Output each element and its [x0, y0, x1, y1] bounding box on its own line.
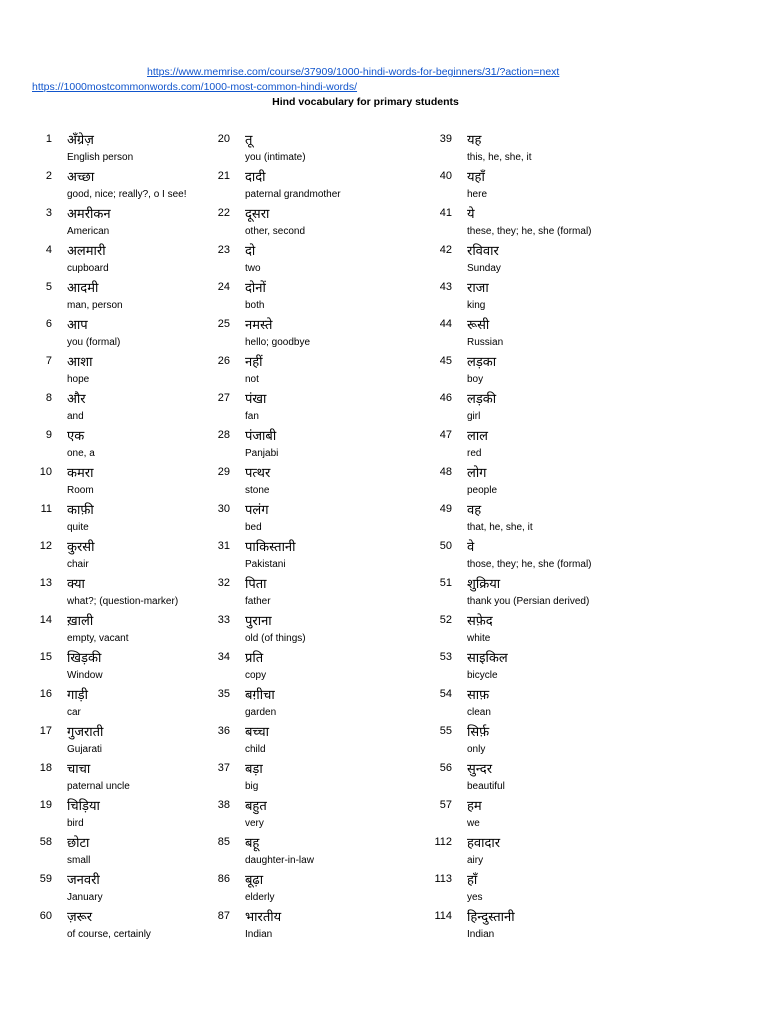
hindi-word: लाल — [467, 429, 488, 444]
vocab-entry — [430, 352, 730, 389]
hindi-word: और — [67, 392, 86, 407]
hindi-word: सुन्दर — [467, 762, 493, 777]
entry-number: 18 — [39, 762, 52, 774]
entry-number: 54 — [439, 688, 452, 700]
english-meaning: English person — [67, 152, 134, 163]
hindi-word: रविवार — [467, 244, 499, 259]
english-meaning: Window — [67, 670, 103, 681]
english-meaning: paternal grandmother — [245, 189, 341, 200]
hindi-word: तू — [245, 133, 253, 148]
hindi-word: क्या — [67, 577, 85, 592]
hindi-word: काफ़ी — [67, 503, 94, 518]
hindi-word: दादी — [245, 170, 266, 185]
entry-number: 14 — [39, 614, 52, 626]
english-meaning: chair — [67, 559, 89, 570]
entry-number: 28 — [217, 429, 230, 441]
entry-number: 47 — [439, 429, 452, 441]
hindi-word: वह — [467, 503, 482, 518]
english-meaning: man, person — [67, 300, 123, 311]
entry-number: 32 — [217, 577, 230, 589]
english-meaning: copy — [245, 670, 267, 681]
english-meaning: only — [467, 744, 486, 755]
hindi-word: प्रति — [245, 651, 264, 666]
hindi-word: दूसरा — [245, 207, 270, 222]
memrise-link[interactable]: https://www.memrise.com/course/37909/1000-hindi-words-for-beginners/31/?action=next — [147, 66, 560, 78]
entry-number: 46 — [439, 392, 452, 404]
english-meaning: hope — [67, 374, 90, 385]
entry-number: 85 — [217, 836, 230, 848]
english-meaning: Gujarati — [67, 744, 103, 755]
english-meaning: fan — [245, 411, 259, 422]
vocab-entry — [430, 426, 730, 463]
entry-number: 9 — [45, 429, 52, 441]
hindi-word: यहाँ — [467, 170, 485, 185]
english-meaning: you (intimate) — [245, 152, 306, 163]
entry-number: 60 — [39, 910, 52, 922]
entry-number: 51 — [439, 577, 452, 589]
hindi-word: पुराना — [245, 614, 272, 629]
vocab-entry — [430, 611, 730, 648]
english-meaning: thank you (Persian derived) — [467, 596, 590, 607]
vocab-entry — [430, 241, 730, 278]
english-meaning: other, second — [245, 226, 306, 237]
hindi-word: गाड़ी — [67, 688, 89, 703]
entry-number: 16 — [39, 688, 52, 700]
entry-number: 7 — [45, 355, 52, 367]
vocab-column-3 — [430, 130, 730, 944]
english-meaning: Room — [67, 485, 94, 496]
entry-number: 112 — [434, 836, 452, 848]
entry-number: 24 — [217, 281, 230, 293]
english-meaning: one, a — [67, 448, 95, 459]
entry-number: 10 — [39, 466, 52, 478]
english-meaning: you (formal) — [67, 337, 121, 348]
hindi-word: हाँ — [467, 873, 478, 888]
hindi-word: सफ़ेद — [467, 614, 493, 629]
english-meaning: clean — [467, 707, 491, 718]
english-meaning: king — [467, 300, 486, 311]
hindi-word: आप — [67, 318, 88, 333]
english-meaning: father — [245, 596, 271, 607]
english-meaning: that, he, she, it — [467, 522, 533, 533]
hindi-word: ज़रूर — [67, 910, 93, 925]
english-meaning: Sunday — [467, 263, 501, 274]
entry-number: 48 — [439, 466, 452, 478]
english-meaning: January — [67, 892, 103, 903]
english-meaning: here — [467, 189, 488, 200]
entry-number: 19 — [39, 799, 52, 811]
vocab-entry — [430, 759, 730, 796]
english-meaning: and — [67, 411, 84, 422]
entry-number: 38 — [217, 799, 230, 811]
english-meaning: quite — [67, 522, 89, 533]
hindi-word: वे — [467, 540, 475, 555]
english-meaning: airy — [467, 855, 484, 866]
vocab-entry — [430, 130, 730, 167]
entry-number: 22 — [217, 207, 230, 219]
entry-number: 30 — [217, 503, 230, 515]
vocab-entry — [430, 648, 730, 685]
hindi-word: बहुत — [245, 799, 267, 814]
hindi-word: साफ़ — [467, 688, 490, 703]
english-meaning: boy — [467, 374, 484, 385]
vocab-entry — [430, 907, 730, 944]
english-meaning: stone — [245, 485, 270, 496]
entry-number: 57 — [439, 799, 452, 811]
1000mostcommonwords-link[interactable]: https://1000mostcommonwords.com/1000-most-common-hindi-words/ — [32, 81, 358, 93]
entry-number: 2 — [45, 170, 52, 182]
hindi-word: नमस्ते — [245, 318, 273, 333]
entry-number: 40 — [439, 170, 452, 182]
hindi-word: बूढ़ा — [245, 873, 264, 888]
english-meaning: American — [67, 226, 110, 237]
entry-number: 49 — [439, 503, 452, 515]
hindi-word: बच्चा — [245, 725, 269, 740]
english-meaning: red — [467, 448, 482, 459]
hindi-word: अँग्रेज़ — [67, 133, 94, 148]
english-meaning: bird — [67, 818, 84, 829]
vocab-entry — [430, 685, 730, 722]
english-meaning: white — [467, 633, 491, 644]
english-meaning: Indian — [245, 929, 273, 940]
english-meaning: old (of things) — [245, 633, 306, 644]
vocab-entry — [430, 389, 730, 426]
vocab-entry — [430, 796, 730, 833]
entry-number: 8 — [45, 392, 52, 404]
hindi-word: कमरा — [67, 466, 94, 481]
entry-number: 33 — [217, 614, 230, 626]
hindi-word: दोनों — [245, 281, 266, 296]
entry-number: 86 — [217, 873, 230, 885]
english-meaning: paternal uncle — [67, 781, 130, 792]
entry-number: 12 — [39, 540, 52, 552]
entry-number: 25 — [217, 318, 230, 330]
hindi-word: पत्थर — [245, 466, 271, 481]
english-meaning: beautiful — [467, 781, 505, 792]
entry-number: 34 — [217, 651, 230, 663]
hindi-word: शुक्रिया — [467, 577, 501, 592]
english-meaning: Panjabi — [245, 448, 279, 459]
hindi-word: राजा — [467, 281, 489, 296]
entry-number: 44 — [439, 318, 452, 330]
vocab-entry — [430, 870, 730, 907]
hindi-word: यह — [467, 133, 482, 148]
english-meaning: child — [245, 744, 266, 755]
hindi-word: बड़ा — [245, 762, 263, 777]
english-meaning: we — [467, 818, 480, 829]
entry-number: 21 — [217, 170, 230, 182]
entry-number: 41 — [439, 207, 452, 219]
english-meaning: very — [245, 818, 264, 829]
entry-number: 13 — [39, 577, 52, 589]
english-meaning: bed — [245, 522, 262, 533]
entry-number: 42 — [439, 244, 452, 256]
hindi-word: लोग — [467, 466, 487, 481]
hindi-word: अलमारी — [67, 244, 106, 259]
english-meaning: Pakistani — [245, 559, 286, 570]
hindi-word: नहीं — [245, 355, 263, 370]
hindi-word: साइकिल — [467, 651, 508, 666]
english-meaning: small — [67, 855, 91, 866]
entry-number: 1 — [45, 133, 52, 145]
entry-number: 20 — [217, 133, 230, 145]
hindi-word: पाकिस्तानी — [245, 540, 296, 555]
hindi-word: अच्छा — [67, 170, 95, 185]
vocab-entry — [430, 315, 730, 352]
entry-number: 53 — [439, 651, 452, 663]
hindi-word: पंजाबी — [245, 429, 277, 444]
vocab-entry — [430, 278, 730, 315]
entry-number: 17 — [39, 725, 52, 737]
entry-number: 3 — [45, 207, 52, 219]
english-meaning: empty, vacant — [67, 633, 129, 644]
entry-number: 55 — [439, 725, 452, 737]
hindi-word: पंखा — [245, 392, 267, 407]
english-meaning: of course, certainly — [67, 929, 151, 940]
hindi-word: बग़ीचा — [245, 688, 275, 703]
hindi-word: सिर्फ़ — [467, 725, 490, 740]
entry-number: 29 — [217, 466, 230, 478]
hindi-word: ये — [467, 207, 475, 222]
vocab-entry — [430, 500, 730, 537]
hindi-word: चाचा — [67, 762, 91, 777]
entry-number: 52 — [439, 614, 452, 626]
entry-number: 26 — [217, 355, 230, 367]
hindi-word: खिड़की — [67, 651, 102, 666]
entry-number: 43 — [439, 281, 452, 293]
entry-number: 50 — [439, 540, 452, 552]
english-meaning: bicycle — [467, 670, 498, 681]
hindi-word: चिड़िया — [67, 799, 100, 814]
entry-number: 6 — [45, 318, 52, 330]
hindi-word: पिता — [245, 577, 267, 592]
english-meaning: two — [245, 263, 261, 274]
entry-number: 36 — [217, 725, 230, 737]
hindi-word: दो — [245, 244, 256, 259]
entry-number: 4 — [45, 244, 52, 256]
english-meaning: garden — [245, 707, 277, 718]
english-meaning: girl — [467, 411, 481, 422]
hindi-word: रूसी — [467, 318, 490, 333]
english-meaning: this, he, she, it — [467, 152, 532, 163]
hindi-word: हिन्दुस्तानी — [467, 910, 515, 925]
vocab-entry — [430, 463, 730, 500]
vocab-entry — [430, 722, 730, 759]
page-title: Hind vocabulary for primary students — [272, 96, 459, 108]
hindi-word: एक — [67, 429, 85, 444]
hindi-word: ख़ाली — [67, 614, 94, 629]
hindi-word: आशा — [67, 355, 93, 370]
hindi-word: पलंग — [245, 503, 269, 518]
hindi-word: छोटा — [67, 836, 90, 851]
entry-number: 5 — [45, 281, 52, 293]
english-meaning: those, they; he, she (formal) — [467, 559, 592, 570]
hindi-word: अमरीकन — [67, 207, 111, 222]
hindi-word: जनवरी — [67, 873, 100, 888]
english-meaning: big — [245, 781, 259, 792]
vocab-entry — [430, 833, 730, 870]
entry-number: 31 — [217, 540, 230, 552]
hindi-word: हम — [467, 799, 482, 814]
entry-number: 113 — [434, 873, 452, 885]
hindi-word: आदमी — [67, 281, 99, 296]
hindi-word: भारतीय — [245, 910, 282, 925]
vocab-entry — [430, 167, 730, 204]
vocab-entry — [430, 204, 730, 241]
english-meaning: cupboard — [67, 263, 109, 274]
hindi-word: हवादार — [467, 836, 501, 851]
entry-number: 27 — [217, 392, 230, 404]
english-meaning: daughter-in-law — [245, 855, 314, 866]
vocab-entry — [430, 537, 730, 574]
hindi-word: गुजराती — [67, 725, 104, 740]
entry-number: 58 — [39, 836, 52, 848]
english-meaning: not — [245, 374, 259, 385]
english-meaning: good, nice; really?, o I see! — [67, 189, 187, 200]
english-meaning: elderly — [245, 892, 275, 903]
entry-number: 23 — [217, 244, 230, 256]
entry-number: 35 — [217, 688, 230, 700]
english-meaning: Russian — [467, 337, 504, 348]
english-meaning: people — [467, 485, 498, 496]
hindi-word: कुरसी — [67, 540, 95, 555]
entry-number: 39 — [439, 133, 452, 145]
entry-number: 11 — [40, 503, 52, 515]
english-meaning: what?; (question-marker) — [67, 596, 179, 607]
english-meaning: both — [245, 300, 265, 311]
english-meaning: hello; goodbye — [245, 337, 311, 348]
hindi-word: लड़की — [467, 392, 497, 407]
english-meaning: these, they; he, she (formal) — [467, 226, 592, 237]
entry-number: 15 — [39, 651, 52, 663]
hindi-word: लड़का — [467, 355, 497, 370]
hindi-word: बहू — [245, 836, 260, 851]
english-meaning: Indian — [467, 929, 495, 940]
entry-number: 37 — [217, 762, 230, 774]
entry-number: 87 — [217, 910, 230, 922]
entry-number: 59 — [39, 873, 52, 885]
vocab-entry — [430, 574, 730, 611]
entry-number: 56 — [439, 762, 452, 774]
english-meaning: car — [67, 707, 81, 718]
entry-number: 114 — [434, 910, 452, 922]
entry-number: 45 — [439, 355, 452, 367]
english-meaning: yes — [467, 892, 483, 903]
